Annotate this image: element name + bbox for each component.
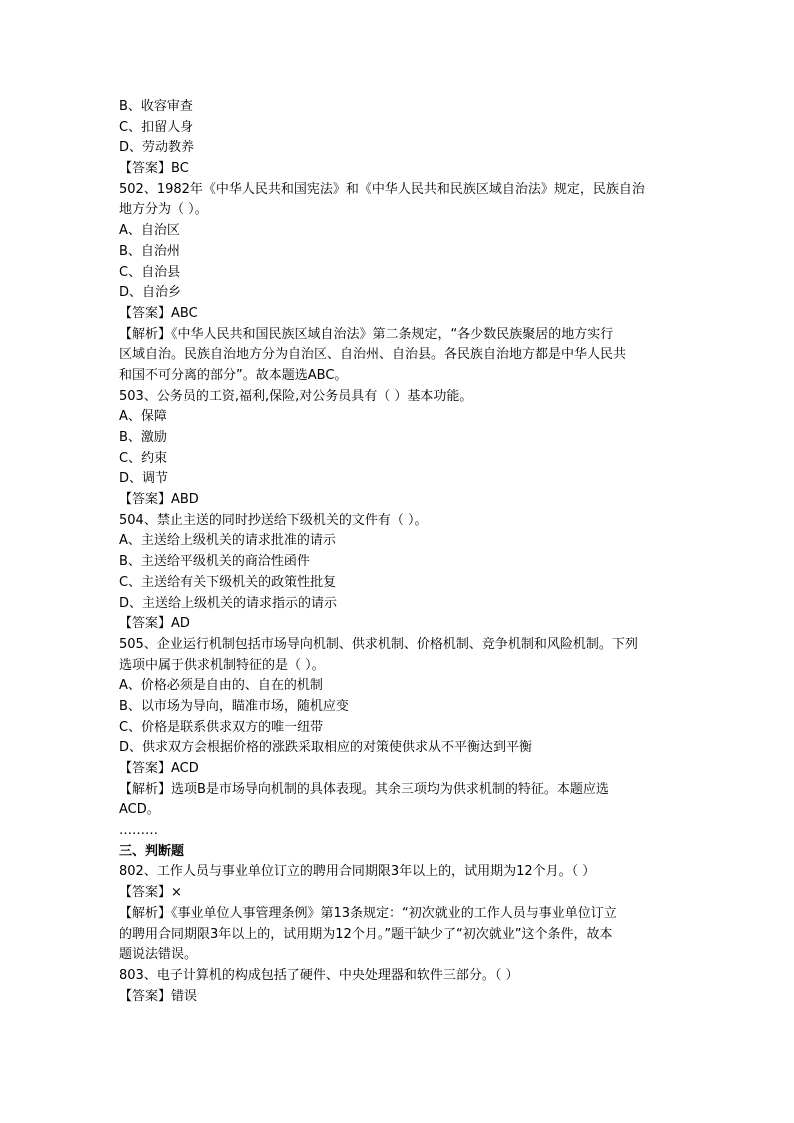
text-line: D、自治乡 <box>119 285 182 301</box>
section-heading: 三、判断题 <box>119 843 185 859</box>
text-line: B、自治州 <box>119 243 180 259</box>
text-line: B、以市场为导向，瞄准市场，随机应变 <box>119 698 349 714</box>
text-line: 504、禁止主送的同时抄送给下级机关的文件有（ ）。 <box>119 512 428 528</box>
text-line: A、主送给上级机关的请求批准的请示 <box>119 533 336 549</box>
text-line: ……… <box>119 823 158 839</box>
text-line: D、调节 <box>119 471 169 487</box>
text-line: 503、公务员的工资,福利,保险,对公务员具有（ ）基本功能。 <box>119 388 473 404</box>
text-line: 803、电子计算机的构成包括了硬件、中央处理器和软件三部分。（ ） <box>119 967 519 983</box>
text-line: 【答案】ABD <box>119 492 199 508</box>
text-line: D、供求双方会根据价格的涨跌采取相应的对策使供求从不平衡达到平衡 <box>119 740 533 756</box>
document-page <box>119 97 679 1007</box>
text-line: 题说法错误。 <box>119 947 198 963</box>
text-line: 【答案】BC <box>119 161 189 177</box>
text-line: 【解析】《中华人民共和国民族区域自治法》第二条规定，“各少数民族聚居的地方实行 <box>119 326 614 342</box>
text-line: 【答案】ABC <box>119 305 198 321</box>
text-line: C、主送给有关下级机关的政策性批复 <box>119 574 337 590</box>
text-line: 802、工作人员与事业单位订立的聘用合同期限3年以上的，试用期为12个月。（ ） <box>119 864 596 880</box>
text-line: C、扣留人身 <box>119 119 194 135</box>
text-line: B、主送给平级机关的商洽性函件 <box>119 554 310 570</box>
text-line: ACD。 <box>119 802 160 818</box>
text-line: 地方分为（ ）。 <box>119 202 208 218</box>
text-line: 502、1982年《中华人民共和国宪法》和《中华人民共和民族区域自治法》规定，民族自治 <box>119 181 645 197</box>
text-line: B、激励 <box>119 430 167 445</box>
text-line: 【解析】《事业单位人事管理条例》第13条规定：“初次就业的工作人员与事业单位订立 <box>119 905 617 921</box>
text-line: A、价格必须是自由的、自在的机制 <box>119 678 323 694</box>
text-line: 【答案】错误 <box>119 988 198 1004</box>
text-line: A、保障 <box>119 409 167 425</box>
text-line: A、自治区 <box>119 223 180 239</box>
text-line: 的聘用合同期限3年以上的，试用期为12个月。”题干缺少了“初次就业”这个条件，故本 <box>119 926 613 942</box>
text-line: 【答案】ACD <box>119 761 199 776</box>
text-line: D、主送给上级机关的请求指示的请示 <box>119 595 338 611</box>
text-line: 【答案】× <box>119 885 182 901</box>
text-line: C、约束 <box>119 450 168 466</box>
text-line: C、价格是联系供求双方的唯一纽带 <box>119 719 324 735</box>
text-line: 505、企业运行机制包括市场导向机制、供求机制、价格机制、竞争机制和风险机制。下列 <box>119 636 638 652</box>
text-line: 选项中属于供求机制特征的是（ ）。 <box>119 657 325 673</box>
text-line: 【答案】AD <box>119 616 190 632</box>
text-line: 【解析】选项B是市场导向机制的具体表现。其余三项均为供求机制的特征。本题应选 <box>119 781 609 797</box>
text-line: 区域自治。民族自治地方分为自治区、自治州、自治县。各民族自治地方都是中华人民共 <box>119 347 627 363</box>
text-line: D、劳动教养 <box>119 140 195 156</box>
text-line: 和国不可分离的部分”。故本题选ABC。 <box>119 367 348 383</box>
text-line: B、收容审查 <box>119 99 193 114</box>
text-line: C、自治县 <box>119 264 181 280</box>
